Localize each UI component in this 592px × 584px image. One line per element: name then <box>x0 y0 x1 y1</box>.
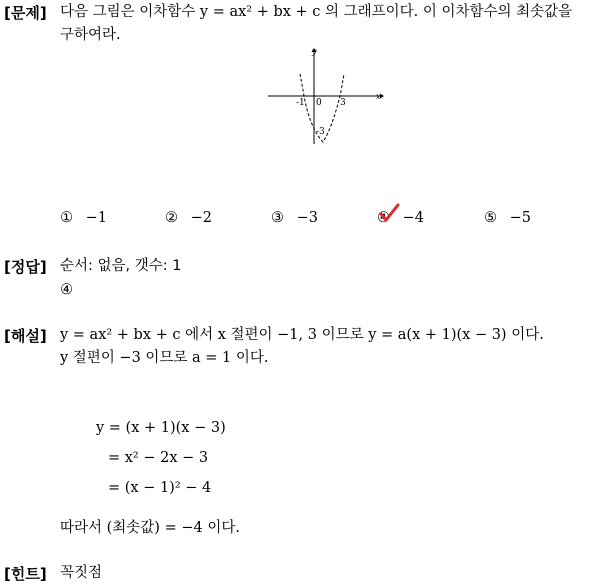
choice-4-text: −4 <box>402 210 424 226</box>
solution-line1: y = ax² + bx + c 에서 x 절편이 −1, 3 이므로 y = a(x + 1)(x − 3) 이다. <box>60 327 544 343</box>
problem-text-line1: 다음 그림은 이차함수 y = ax² + bx + c 의 그래프이다. 이 이차함수의 최솟값을 <box>60 4 573 20</box>
x-axis-label: x <box>376 92 381 101</box>
choice-1-text: −1 <box>85 210 107 226</box>
correct-check-icon <box>378 202 400 224</box>
solution-conclusion: 따라서 (최솟값) = −4 이다. <box>60 520 240 536</box>
choice-1[interactable] <box>60 210 107 226</box>
x-axis-arrow <box>380 94 384 99</box>
hint-text: 꼭짓점 <box>60 565 103 581</box>
tick-label-3: 3 <box>340 98 346 108</box>
problem-label: [문제] <box>4 4 47 22</box>
hint-label: [힌트] <box>4 565 47 583</box>
choice-3-text: −3 <box>296 210 318 226</box>
choice-1-number: ① <box>60 210 73 226</box>
solution-label: [해설] <box>4 327 47 345</box>
equation-step-3: = (x − 1)² − 4 <box>108 480 212 496</box>
tick-label-origin: 0 <box>316 98 322 108</box>
choice-3-number: ③ <box>271 210 284 226</box>
y-axis-label: y <box>312 47 317 56</box>
choice-2-number: ② <box>165 210 178 226</box>
choice-5-number: ⑤ <box>484 210 497 226</box>
tick-label-neg3: -3 <box>316 127 325 137</box>
parabola-graph <box>266 46 386 146</box>
tick-label-neg1: -1 <box>296 98 305 108</box>
choice-4-number: ④ <box>377 210 390 226</box>
choice-5[interactable] <box>484 210 531 226</box>
choice-2[interactable] <box>165 210 212 226</box>
equation-step-1: y = (x + 1)(x − 3) <box>96 420 226 436</box>
choice-2-text: −2 <box>190 210 212 226</box>
solution-line2: y 절편이 −3 이므로 a = 1 이다. <box>60 350 269 366</box>
problem-text-line2: 구하여라. <box>60 27 121 43</box>
choice-3[interactable] <box>271 210 318 226</box>
answer-label: [정답] <box>4 258 47 276</box>
answer-meta: 순서: 없음, 갯수: 1 <box>60 258 182 274</box>
answer-choice: ④ <box>60 282 73 298</box>
equation-step-2: = x² − 2x − 3 <box>108 450 209 466</box>
choice-5-text: −5 <box>509 210 531 226</box>
